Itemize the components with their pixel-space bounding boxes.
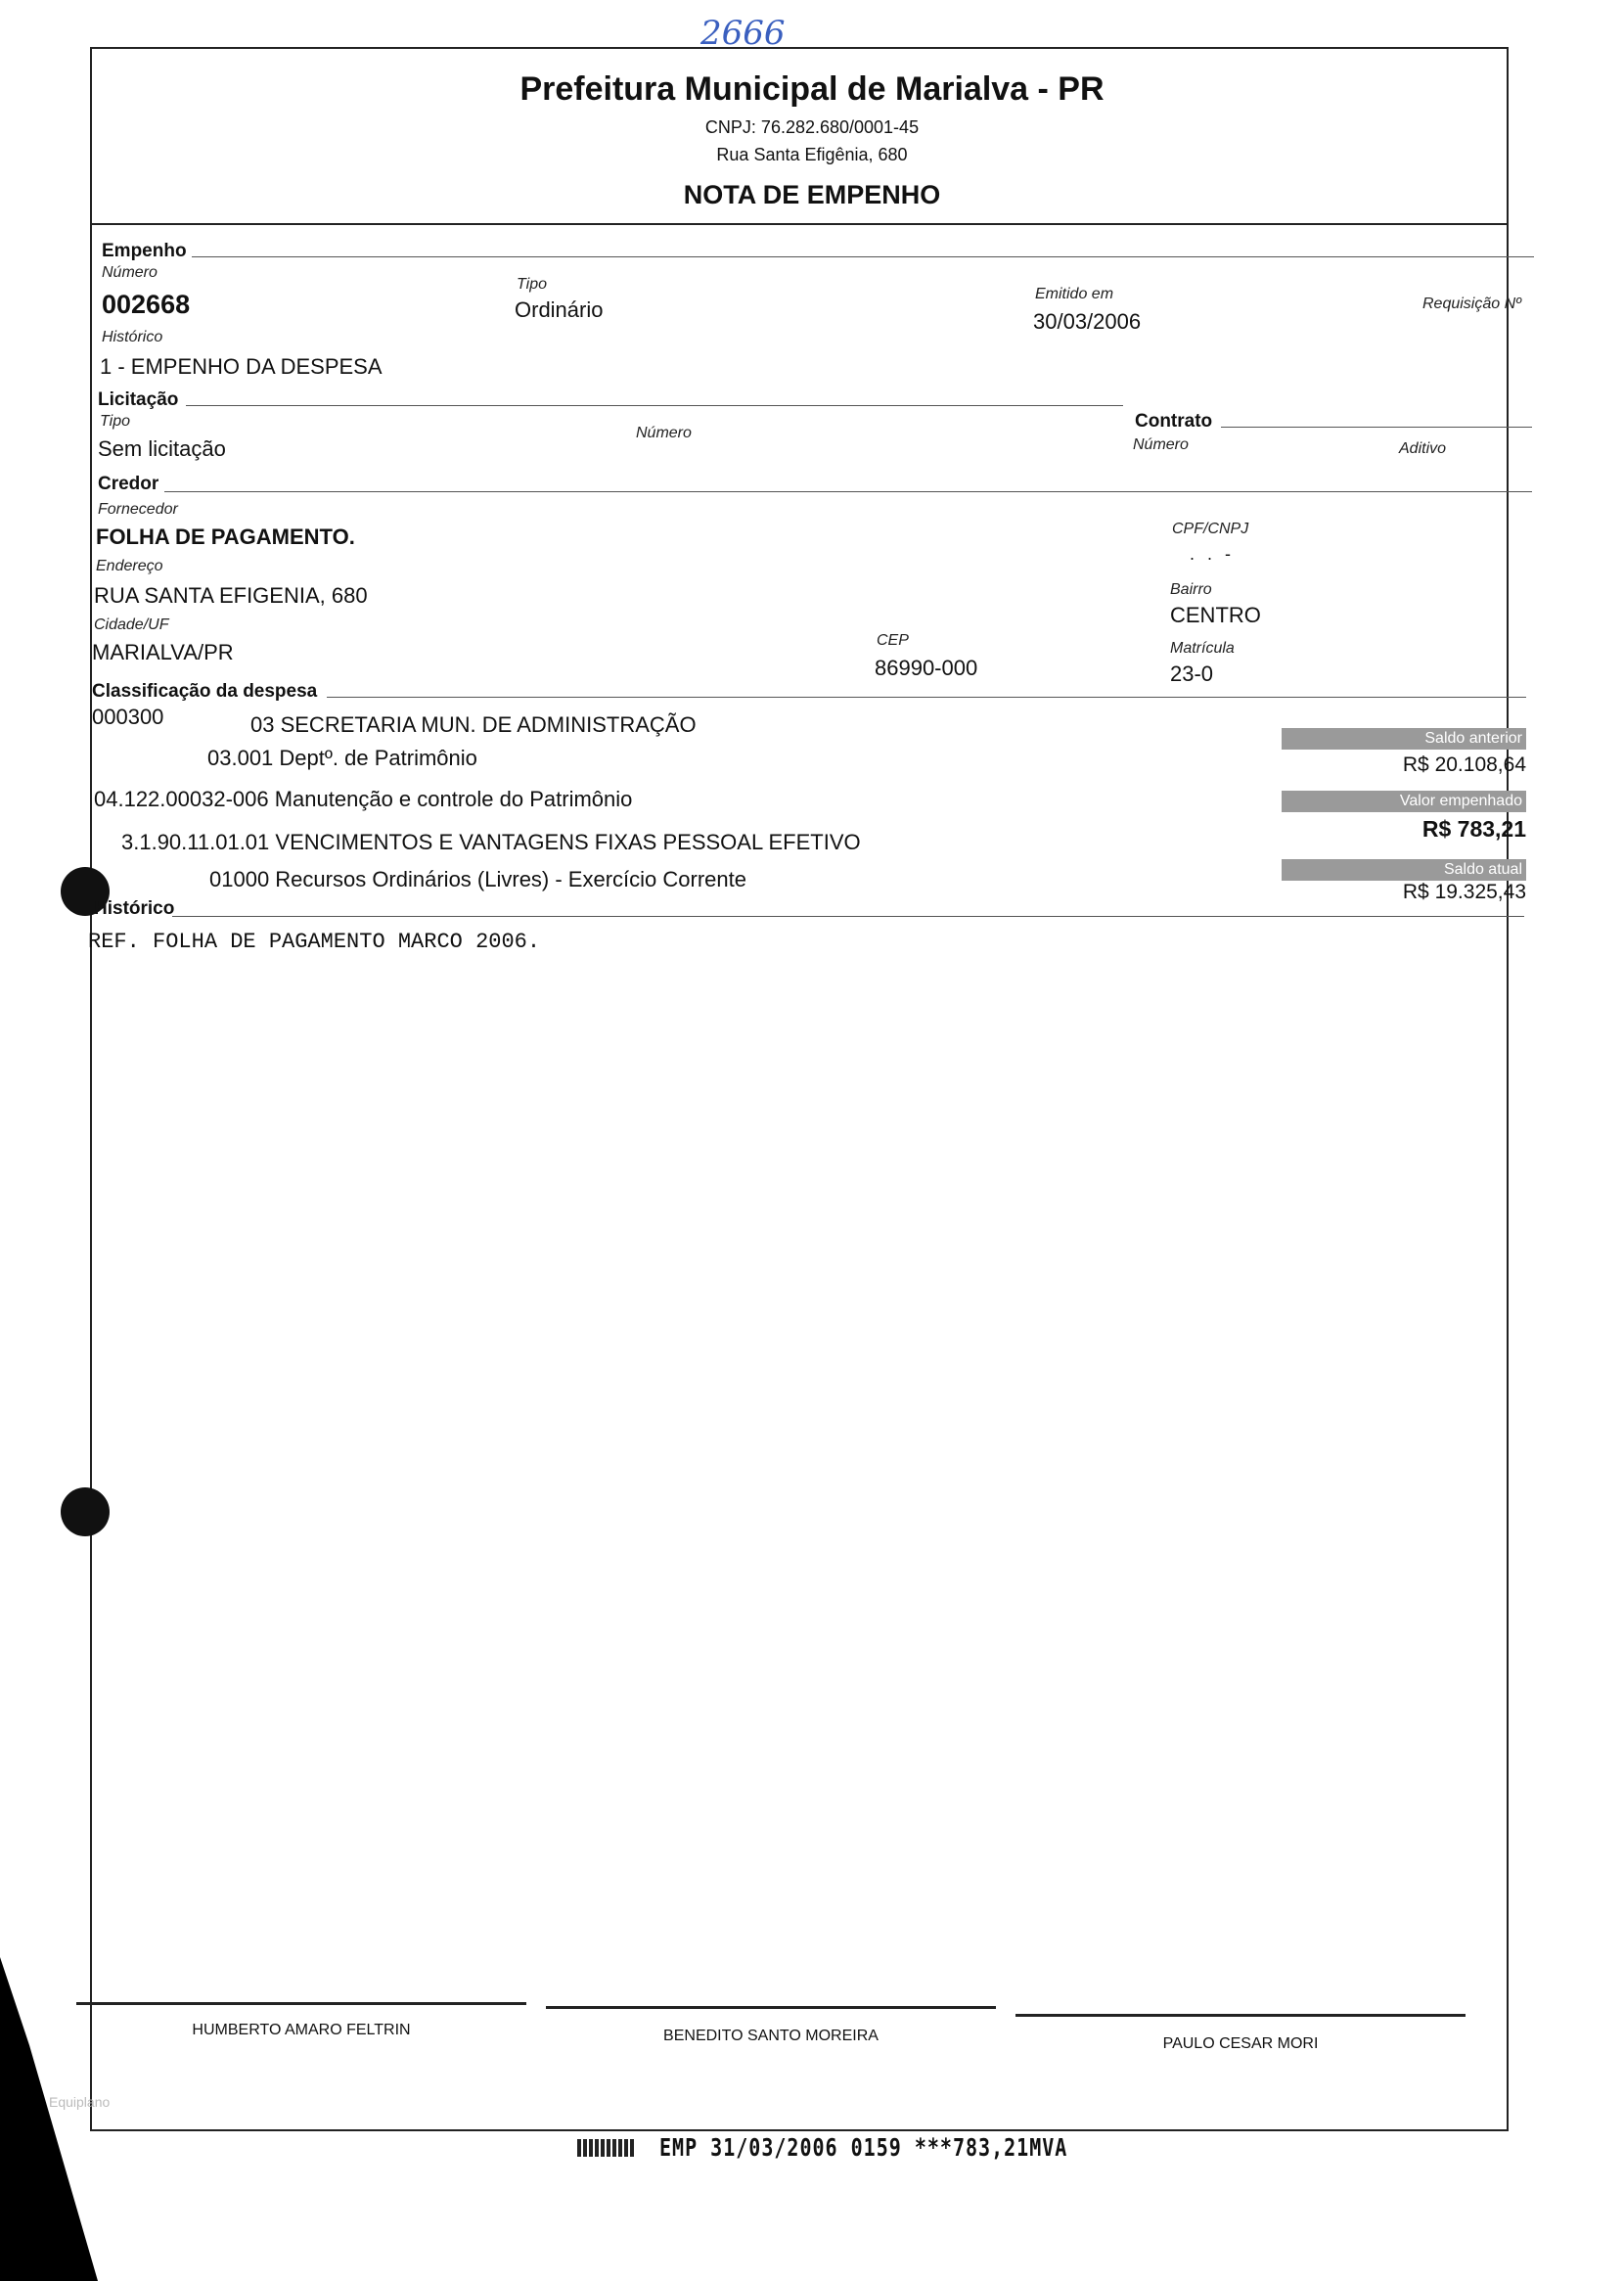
endereco-label: Endereço [96, 558, 163, 574]
signature-name-3: PAULO CESAR MORI [1162, 2035, 1319, 2052]
empenho-section-line [192, 256, 1534, 257]
contrato-section-title: Contrato [1135, 411, 1213, 432]
historico-section-line [172, 916, 1524, 917]
emitido-label: Emitido em [1035, 286, 1114, 302]
emitido-date: 30/03/2006 [1033, 309, 1142, 334]
punch-hole-bottom [61, 1487, 110, 1536]
cidade-label: Cidade/UF [94, 616, 169, 633]
empenho-tipo-label: Tipo [517, 276, 547, 293]
classificacao-elemento: 3.1.90.11.01.01 VENCIMENTOS E VANTAGENS FIXAS PESSOAL EFETIVO [121, 830, 861, 854]
cpf-cnpj-label: CPF/CNPJ [1172, 521, 1249, 537]
contrato-section-line [1221, 427, 1532, 428]
licitacao-tipo-label: Tipo [100, 413, 130, 430]
signature-name-1: HUMBERTO AMARO FELTRIN [192, 2022, 411, 2038]
empenho-historico-label: Histórico [102, 329, 163, 345]
handwritten-page-number: 2666 [700, 14, 786, 53]
cep-value: 86990-000 [875, 656, 978, 680]
scan-shadow [0, 1957, 98, 2281]
fornecedor-label: Fornecedor [98, 501, 178, 518]
historico-section-title: Histórico [94, 898, 175, 919]
signature-line-2 [546, 2006, 996, 2009]
classificacao-recurso: 01000 Recursos Ordinários (Livres) - Exercício Corrente [209, 867, 746, 891]
bairro-value: CENTRO [1170, 603, 1261, 627]
classificacao-funcional: 04.122.00032-006 Manutenção e controle do Patrimônio [94, 787, 633, 811]
credor-section-title: Credor [98, 474, 159, 494]
signature-line-1 [76, 2002, 526, 2005]
empenho-numero-label: Número [102, 264, 158, 281]
signature-name-2: BENEDITO SANTO MOREIRA [663, 2028, 879, 2044]
stamp-logo [577, 2139, 634, 2157]
cep-label: CEP [877, 632, 909, 649]
matricula-value: 23-0 [1170, 661, 1214, 686]
historico-text: REF. FOLHA DE PAGAMENTO MARCO 2006. [88, 930, 541, 954]
document-title: NOTA DE EMPENHO [683, 180, 941, 209]
credor-section-line [164, 491, 1532, 492]
saldo-atual-value: R$ 19.325,43 [1402, 881, 1526, 903]
classificacao-section-line [327, 697, 1526, 698]
saldo-atual-label: Saldo atual [1282, 859, 1526, 881]
requisicao-label: Requisição Nº [1422, 296, 1521, 312]
empenho-numero: 002668 [102, 290, 191, 319]
contrato-numero-label: Número [1133, 436, 1189, 453]
empenho-tipo: Ordinário [515, 297, 604, 322]
empenho-section-title: Empenho [102, 241, 187, 261]
valor-empenhado-value: R$ 783,21 [1421, 816, 1526, 842]
cpf-cnpj-value: . . - [1190, 544, 1235, 564]
classificacao-orgao: 03 SECRETARIA MUN. DE ADMINISTRAÇÃO [250, 712, 697, 737]
fornecedor-value: FOLHA DE PAGAMENTO. [96, 525, 355, 549]
header-address: Rua Santa Efigênia, 680 [716, 145, 908, 164]
header-cnpj: CNPJ: 76.282.680/0001-45 [704, 117, 920, 137]
classificacao-code: 000300 [92, 705, 164, 729]
licitacao-numero-label: Número [636, 425, 692, 441]
contrato-aditivo-label: Aditivo [1399, 440, 1447, 457]
endereco-value: RUA SANTA EFIGENIA, 680 [94, 583, 368, 608]
software-watermark: Equiplano [49, 2094, 111, 2110]
saldo-anterior-label: Saldo anterior [1282, 728, 1526, 750]
header-title: Prefeitura Municipal de Marialva - PR [519, 70, 1105, 108]
header-divider [90, 223, 1509, 225]
valor-empenhado-label: Valor empenhado [1282, 791, 1526, 812]
saldo-anterior-value: R$ 20.108,64 [1402, 753, 1526, 776]
classificacao-section-title: Classificação da despesa [92, 681, 318, 702]
signature-line-3 [1015, 2014, 1466, 2017]
empenho-historico: 1 - EMPENHO DA DESPESA [100, 354, 383, 379]
bairro-label: Bairro [1170, 581, 1212, 598]
cidade-value: MARIALVA/PR [92, 640, 234, 664]
licitacao-tipo: Sem licitação [98, 436, 226, 461]
licitacao-section-line [186, 405, 1123, 406]
classificacao-unidade: 03.001 Deptº. de Patrimônio [207, 746, 477, 770]
matricula-label: Matrícula [1170, 640, 1235, 657]
mechanical-stamp: EMP 31/03/2006 0159 ***783,21MVA [659, 2132, 1068, 2162]
licitacao-section-title: Licitação [98, 389, 179, 410]
